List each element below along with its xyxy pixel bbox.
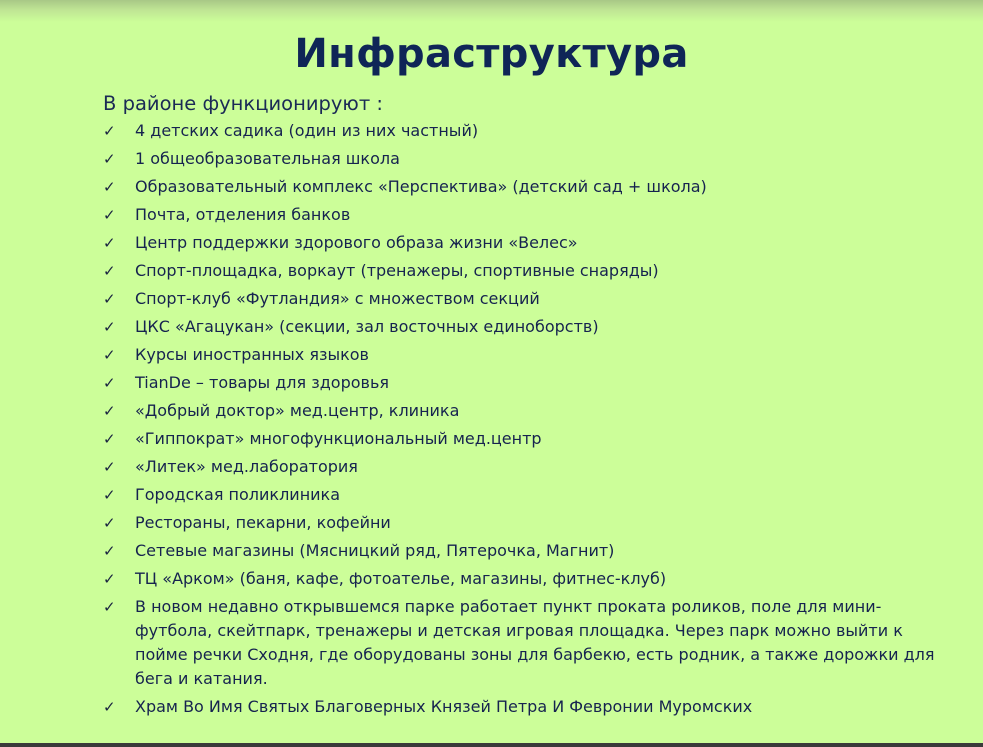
list-item-text: TianDe – товары для здоровья	[135, 373, 390, 392]
list-item	[103, 427, 953, 451]
list-item	[103, 511, 953, 535]
list-item-text: Храм Во Имя Святых Благоверных Князей Петра И Февронии Муромских	[135, 697, 753, 716]
checkmark-icon: ✓	[103, 542, 116, 560]
checkmark-icon: ✓	[103, 318, 116, 336]
checkmark-icon: ✓	[103, 698, 116, 716]
checkmark-icon: ✓	[103, 570, 116, 588]
checkmark-icon: ✓	[103, 150, 116, 168]
list-item-text: 4 детских садика (один из них частный)	[135, 121, 479, 140]
checkmark-icon: ✓	[103, 346, 116, 364]
list-item	[103, 483, 953, 507]
list-item-text: «Гиппократ» многофункциональный мед.центр	[135, 429, 542, 448]
list-item	[103, 595, 953, 691]
list-item-text: Спорт-клуб «Футландия» с множеством секций	[135, 289, 540, 308]
checkmark-icon: ✓	[103, 374, 116, 392]
list-item	[103, 231, 953, 255]
checkmark-icon: ✓	[103, 178, 116, 196]
list-item-text: ЦКС «Агацукан» (секции, зал восточных единоборств)	[135, 317, 599, 336]
list-item-text: «Добрый доктор» мед.центр, клиника	[135, 401, 460, 420]
list-item	[103, 567, 953, 591]
list-item-text: Сетевые магазины (Мясницкий ряд, Пятерочка, Магнит)	[135, 541, 615, 560]
list-item-text: Рестораны, пекарни, кофейни	[135, 513, 391, 532]
list-item	[103, 343, 953, 367]
list-item	[103, 259, 953, 283]
list-item-text: Центр поддержки здорового образа жизни «Велес»	[135, 233, 578, 252]
list-item	[103, 695, 953, 719]
page-title: Инфраструктура	[294, 31, 689, 77]
list-item-text: Образовательный комплекс «Перспектива» (детский сад + школа)	[135, 177, 707, 196]
checkmark-icon: ✓	[103, 206, 116, 224]
list-item-text: Курсы иностранных языков	[135, 345, 369, 364]
list-item-text: 1 общеобразовательная школа	[135, 149, 400, 168]
checkmark-icon: ✓	[103, 430, 116, 448]
checkmark-icon: ✓	[103, 122, 116, 140]
list-item	[103, 119, 953, 143]
list-item	[103, 175, 953, 199]
list-item	[103, 147, 953, 171]
checkmark-icon: ✓	[103, 234, 116, 252]
list-item	[103, 315, 953, 339]
list-item	[103, 539, 953, 563]
checkmark-icon: ✓	[103, 262, 116, 280]
checkmark-icon: ✓	[103, 486, 116, 504]
list-item-text: Спорт-площадка, воркаут (тренажеры, спортивные снаряды)	[135, 261, 659, 280]
list-item	[103, 287, 953, 311]
list-item	[103, 203, 953, 227]
intro-text: В районе функционируют :	[103, 92, 383, 115]
checkmark-icon: ✓	[103, 290, 116, 308]
list-item	[103, 371, 953, 395]
checkmark-icon: ✓	[103, 598, 116, 616]
list-item-text: ТЦ «Арком» (баня, кафе, фотоателье, магазины, фитнес-клуб)	[135, 569, 667, 588]
list-item-text: Почта, отделения банков	[135, 205, 351, 224]
list-item-text: Городская поликлиника	[135, 485, 341, 504]
checkmark-icon: ✓	[103, 514, 116, 532]
top-shade	[0, 0, 983, 22]
bottom-border	[0, 743, 983, 747]
checkmark-icon: ✓	[103, 458, 116, 476]
infrastructure-list	[103, 119, 953, 723]
checkmark-icon: ✓	[103, 402, 116, 420]
list-item	[103, 455, 953, 479]
list-item	[103, 399, 953, 423]
list-item-text: «Литек» мед.лаборатория	[135, 457, 358, 476]
list-item-text: В новом недавно открывшемся парке работает пункт проката роликов, поле для мини-футбола, скейтпарк, тренажеры и детская игровая площадка. Через парк можно выйти к пойме речки Сходня, где оборудованы зоны для барбекю, есть родник, а также дорожки для бега и катания.	[135, 597, 935, 688]
